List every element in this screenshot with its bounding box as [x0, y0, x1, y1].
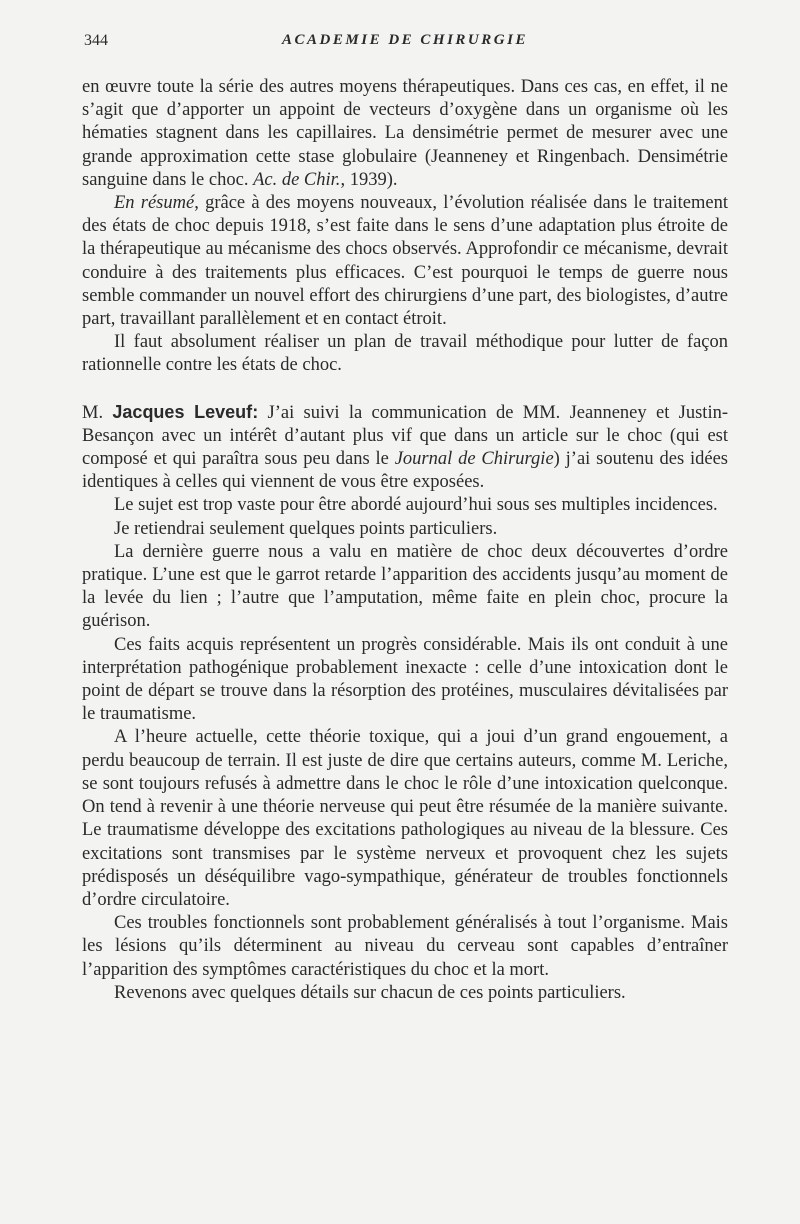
paragraph: Il faut absolument réaliser un plan de travail méthodique pour lutter de façon rationnelle contre les états de choc. [82, 332, 728, 376]
running-title: ACADEMIE DE CHIRURGIE [282, 32, 528, 48]
journal-reference: Ac. de Chir. [253, 169, 341, 190]
page-number: 344 [84, 32, 108, 49]
speaker-paragraph [82, 401, 728, 495]
paragraph-summary [82, 192, 728, 331]
text-run: J’ai suivi la communication de MM. Jeanneney et Justin-Besançon avec un intérêt d’autant plus vif que dans un article sur le choc (qui est composé et qui paraîtra sous peu dans le [82, 402, 728, 470]
text-run: , grâce à des moyens nouveaux, l’évolution réalisée dans le traitement des états de choc depuis 1918, s’est faite dans le sens d’une adaptation plus étroite de la thérapeutique au mécanisme des chocs observés. Approfondir ce mécanisme, devrait conduire à des traitements plus efficaces. C’est pourquoi le temps de guerre nous semble commander un nouvel effort des chirurgiens d’une part, des biologistes, d’autre part, travaillant parallèlement et en contact étroit. [82, 193, 729, 330]
speaker-title: M. [82, 402, 113, 423]
speaker-name: Jacques Leveuf [112, 401, 253, 422]
text-run: ) j’ai soutenu des idées identiques à celles qui viennent de vous être exposées. [82, 449, 728, 493]
page [82, 28, 728, 1005]
text-run: , 1939). [340, 169, 398, 190]
text-run: en œuvre toute la série des autres moyens thérapeutiques. Dans ces cas, en effet, il ne s’agit que d’apporter un appoint de vecteurs d’oxygène dans un organisme où les hématies stagnent dans les capillaires. La densimétrie permet de mesurer avec une grande approximation cette stase globulaire (Jeanneney et Ringenbach. Densimétrie sanguine dans le choc. [82, 77, 728, 190]
paragraph: Le sujet est trop vaste pour être abordé aujourd’hui sous ses multiples incidences. [114, 495, 718, 516]
paragraph-continuation [82, 76, 728, 192]
speaker-colon: : [252, 401, 259, 422]
paragraph: Ces faits acquis représentent un progrès considérable. Mais ils ont conduit à une interprétation pathogénique probablement inexacte : celle d’une intoxication dont le point de départ se trouve dans la résorption des protéines, musculaires dévitalisées par le traumatisme. [82, 634, 728, 725]
paragraph: La dernière guerre nous a valu en matière de choc deux découvertes d’ordre pratique. L’une est que le garrot retarde l’apparition des accidents jusqu’au moment de la levée du lien ; l’autre que l’amputation, même faite en plein choc, procure la guérison. [82, 541, 728, 632]
paragraph: Revenons avec quelques détails sur chacun de ces points particuliers. [114, 982, 626, 1003]
running-header [82, 28, 728, 58]
paragraph: A l’heure actuelle, cette théorie toxique, qui a joui d’un grand engouement, a perdu beaucoup de terrain. Il est juste de dire que certains auteurs, comme M. Leriche, se sont toujours refusés à admettre dans le choc le rôle d’une intoxication quelconque. On tend à revenir à une théorie nerveuse qui peut être résumée de la manière suivante. Le traumatisme développe des excitations pathologiques au niveau de la blessure. Ces excitations sont transmises par le système nerveux et provoquent chez les sujets prédisposés un déséquilibre vago-sympathique, générateur de troubles fonctionnels d’ordre circulatoire. [82, 727, 728, 910]
journal-title: Journal de Chirurgie [394, 449, 554, 470]
body-text [82, 76, 728, 1005]
paragraph: Ces troubles fonctionnels sont probablement généralisés à tout l’organisme. Mais les lésions qu’ils déterminent au niveau du cerveau sont capables d’entraîner l’apparition des symptômes caractéristiques du choc et la mort. [82, 913, 728, 980]
paragraph: Je retiendrai seulement quelques points particuliers. [114, 518, 498, 539]
summary-lead: En résumé [114, 193, 195, 214]
